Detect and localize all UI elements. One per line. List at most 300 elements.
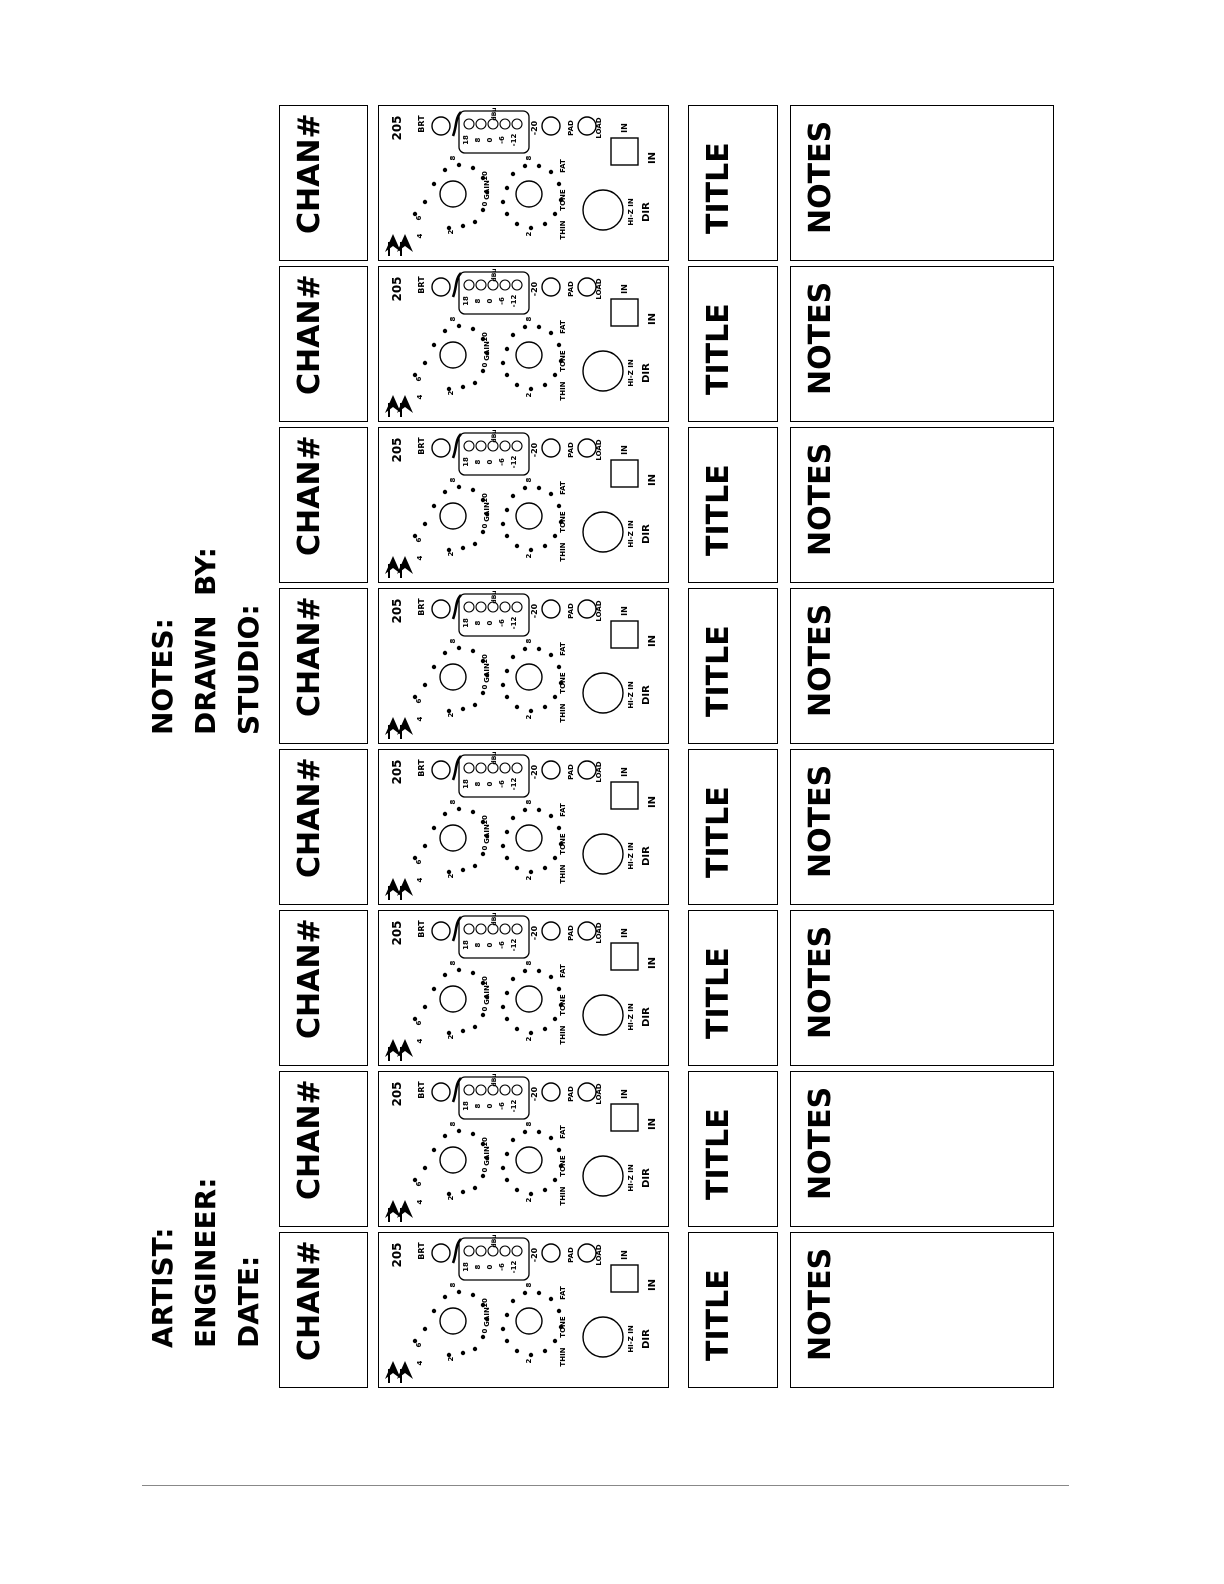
tone-scale-dot [501, 683, 505, 687]
meter-label: -6 [498, 297, 506, 305]
minus20-label: -20 [530, 442, 539, 458]
hi-z-input-jack [583, 1317, 623, 1357]
notes-field[interactable] [790, 427, 1054, 583]
model-number: 205 [390, 1081, 404, 1107]
gain-scale-dot [447, 226, 451, 230]
gain-scale-dot [432, 1309, 436, 1313]
tone-scale-dot [553, 856, 557, 860]
brt-switch [432, 922, 450, 940]
channel-number-field[interactable] [279, 1232, 368, 1388]
tone-scale-dot [537, 1130, 541, 1134]
meter-label: -12 [510, 777, 518, 791]
meter-label: 18 [462, 296, 470, 306]
tone-scale-label: 2 [525, 392, 533, 398]
tone-scale-dot [505, 1313, 509, 1317]
meter-led-icon [464, 602, 474, 612]
channel-number-field[interactable] [279, 266, 368, 422]
tone-scale-dot [557, 343, 561, 347]
input-jack-square [611, 1265, 638, 1292]
gain-scale-dot [457, 1129, 461, 1133]
hi-z-input-jack [583, 834, 623, 874]
pad-switch [542, 1083, 560, 1101]
hi-z-label: HI-Z IN [627, 520, 635, 548]
load-switch [578, 117, 596, 135]
tone-label: TONE [559, 672, 567, 694]
tone-scale-dot [537, 647, 541, 651]
meter-label: -6 [498, 458, 506, 466]
load-switch [578, 600, 596, 618]
title-field[interactable] [688, 1071, 778, 1227]
title-label: TITLE [701, 303, 736, 395]
gain-scale-dot [457, 324, 461, 328]
tone-scale-dot [549, 1297, 553, 1301]
gain-scale-label: 4 [416, 1038, 424, 1044]
in-label-right: IN [647, 956, 658, 970]
tone-scale-dot [523, 808, 527, 812]
gain-scale-dot [413, 1017, 417, 1021]
hi-z-input-jack [583, 190, 623, 230]
tone-scale-dot [501, 361, 505, 365]
preamp-unit-diagram [378, 588, 669, 744]
channel-number-field[interactable] [279, 749, 368, 905]
meter-unit-label: dBu [491, 1073, 498, 1087]
tone-scale-dot [515, 1027, 519, 1031]
notes-label: NOTES [803, 764, 838, 878]
model-number: 205 [390, 437, 404, 463]
gain-scale-dot [471, 649, 475, 653]
tone-scale-label: 8 [525, 155, 533, 161]
gain-scale-label: 4 [416, 555, 424, 561]
input-jack-square [611, 460, 638, 487]
thin-label: THIN [559, 864, 567, 884]
gain-scale-label: 2 [447, 1356, 455, 1362]
tone-scale-dot [557, 826, 561, 830]
gain-scale-label: 10 [481, 654, 489, 664]
in-label-top: IN [620, 284, 629, 294]
minus20-label: -20 [530, 1086, 539, 1102]
tone-scale-dot [553, 534, 557, 538]
gain-scale-dot [461, 707, 465, 711]
notes-field[interactable] [790, 749, 1054, 905]
minus20-label: -20 [530, 764, 539, 780]
tone-scale-dot [529, 226, 533, 230]
tone-scale-dot [501, 522, 505, 526]
gain-scale-label: 8 [449, 960, 457, 966]
gain-knob [440, 825, 466, 851]
load-switch [578, 439, 596, 457]
gain-scale-dot [471, 1293, 475, 1297]
meter-label: 0 [486, 459, 494, 465]
footer-rule [142, 1485, 1069, 1486]
tone-scale-dot [537, 969, 541, 973]
gain-scale-dot [423, 361, 427, 365]
tone-scale-dot [523, 969, 527, 973]
notes-label: NOTES [803, 442, 838, 556]
gain-scale-label: 6 [415, 376, 423, 382]
meter-led-icon [476, 924, 486, 934]
gain-scale-dot [461, 1029, 465, 1033]
pad-label: PAD [567, 442, 575, 458]
title-field[interactable] [688, 588, 778, 744]
tone-scale-dot [505, 508, 509, 512]
meter-label: 18 [462, 618, 470, 628]
fat-label: FAT [559, 320, 567, 334]
title-field[interactable] [688, 266, 778, 422]
meter-label: -6 [498, 136, 506, 144]
fat-label: FAT [559, 964, 567, 978]
meter-label: 0 [486, 137, 494, 143]
meter-led-icon [476, 119, 486, 129]
gain-scale-dot [447, 548, 451, 552]
pad-switch [542, 922, 560, 940]
gain-scale-label: 0 [481, 1006, 489, 1012]
preamp-unit-diagram [378, 749, 669, 905]
gain-scale-dot [461, 224, 465, 228]
tone-scale-dot [557, 182, 561, 186]
gain-scale-label: 10 [481, 493, 489, 503]
pad-switch [542, 278, 560, 296]
gain-scale-dot [413, 1178, 417, 1182]
tone-scale-dot [511, 655, 515, 659]
title-label: TITLE [701, 625, 736, 717]
meter-label: 0 [486, 298, 494, 304]
dir-label: DIR [641, 1329, 652, 1349]
meter-label: -12 [510, 938, 518, 952]
in-label-top: IN [620, 445, 629, 455]
title-field[interactable] [688, 910, 778, 1066]
tone-scale-dot [557, 665, 561, 669]
thin-label: THIN [559, 542, 567, 562]
gain-scale-dot [432, 182, 436, 186]
hi-z-input-jack [583, 673, 623, 713]
gain-scale-label: 0 [481, 523, 489, 529]
meter-label: 8 [474, 137, 482, 143]
input-jack-square [611, 943, 638, 970]
meter-led-icon [464, 1246, 474, 1256]
tone-scale-dot [529, 1353, 533, 1357]
brt-switch [432, 1244, 450, 1262]
tone-scale-dot [549, 492, 553, 496]
tone-scale-dot [505, 534, 509, 538]
gain-scale-label: 4 [416, 877, 424, 883]
meter-led-icon [500, 1246, 510, 1256]
meter-label: 0 [486, 620, 494, 626]
notes-field[interactable] [790, 105, 1054, 261]
meter-led-icon [464, 1085, 474, 1095]
gain-scale-dot [473, 381, 477, 385]
gain-scale-dot [457, 163, 461, 167]
gain-scale-dot [443, 329, 447, 333]
tone-scale-dot [515, 1349, 519, 1353]
pad-switch [542, 439, 560, 457]
tone-scale-label: 8 [525, 960, 533, 966]
brt-label: BRT [417, 1081, 426, 1099]
channel-number-field[interactable] [279, 105, 368, 261]
meter-label: -6 [498, 1263, 506, 1271]
gain-scale-label: 6 [415, 537, 423, 543]
tone-scale-dot [529, 1031, 533, 1035]
tone-scale-dot [543, 1188, 547, 1192]
gain-scale-dot [481, 369, 485, 373]
model-number: 205 [390, 920, 404, 946]
notes-field[interactable] [790, 910, 1054, 1066]
tone-knob [516, 181, 542, 207]
meter-unit-label: dBu [491, 912, 498, 926]
gain-scale-dot [413, 212, 417, 216]
tone-scale-dot [549, 814, 553, 818]
preamp-unit-diagram [378, 105, 669, 261]
tone-knob [516, 825, 542, 851]
brt-switch [432, 761, 450, 779]
tone-knob [516, 664, 542, 690]
tone-scale-dot [511, 816, 515, 820]
meter-label: 18 [462, 940, 470, 950]
gain-scale-dot [432, 987, 436, 991]
title-field[interactable] [688, 105, 778, 261]
meter-led-icon [512, 602, 522, 612]
gain-scale-dot [443, 168, 447, 172]
tone-label: TONE [559, 189, 567, 211]
gain-knob [440, 664, 466, 690]
preamp-unit-diagram [378, 427, 669, 583]
tone-knob [516, 986, 542, 1012]
tone-scale-dot [523, 325, 527, 329]
preamp-unit-diagram [378, 266, 669, 422]
tone-scale-dot [557, 987, 561, 991]
tone-scale-dot [553, 695, 557, 699]
meter-led-icon [512, 1246, 522, 1256]
tone-scale-dot [557, 1148, 561, 1152]
preamp-panel-drawing [379, 106, 670, 262]
input-jack-square [611, 621, 638, 648]
gain-label: GAIN [483, 824, 491, 844]
gain-scale-dot [461, 1351, 465, 1355]
tone-label: TONE [559, 511, 567, 533]
meter-unit-label: dBu [491, 429, 498, 443]
channel-number-label: CHAN# [292, 435, 327, 556]
brt-switch [432, 600, 450, 618]
gain-scale-dot [423, 1166, 427, 1170]
title-field[interactable] [688, 1232, 778, 1388]
fat-label: FAT [559, 481, 567, 495]
preamp-panel-drawing [379, 589, 670, 745]
load-switch [578, 278, 596, 296]
tone-scale-dot [505, 669, 509, 673]
gain-scale-dot [461, 546, 465, 550]
brt-switch [432, 278, 450, 296]
gain-scale-label: 0 [481, 845, 489, 851]
gain-label: GAIN [483, 1146, 491, 1166]
gain-scale-dot [481, 208, 485, 212]
preamp-unit-diagram [378, 1071, 669, 1227]
tone-scale-dot [505, 856, 509, 860]
channel-number-label: CHAN# [292, 918, 327, 1039]
tone-scale-label: 2 [525, 553, 533, 559]
artist-label: ARTIST: [146, 1227, 179, 1348]
preamp-unit-diagram [378, 1232, 669, 1388]
title-label: TITLE [701, 786, 736, 878]
drawn-by-label: DRAWN BY: [189, 547, 222, 735]
gain-knob [440, 503, 466, 529]
meter-label: -6 [498, 1102, 506, 1110]
dir-label: DIR [641, 363, 652, 383]
tone-scale-dot [505, 186, 509, 190]
tone-scale-dot [537, 486, 541, 490]
channel-number-label: CHAN# [292, 274, 327, 395]
notes-field[interactable] [790, 1232, 1054, 1388]
meter-label: 8 [474, 298, 482, 304]
thin-label: THIN [559, 703, 567, 723]
gain-scale-label: 4 [416, 1199, 424, 1205]
preamp-unit-diagram [378, 910, 669, 1066]
channel-number-label: CHAN# [292, 1079, 327, 1200]
tone-scale-dot [505, 212, 509, 216]
gain-scale-label: 8 [449, 638, 457, 644]
meter-led-icon [500, 280, 510, 290]
title-field[interactable] [688, 427, 778, 583]
tone-scale-dot [501, 1327, 505, 1331]
gain-scale-dot [423, 683, 427, 687]
preamp-panel-drawing [379, 1072, 670, 1228]
pad-switch [542, 761, 560, 779]
tone-scale-dot [515, 544, 519, 548]
gain-scale-dot [423, 200, 427, 204]
tone-scale-dot [523, 164, 527, 168]
gain-scale-dot [481, 1013, 485, 1017]
channel-number-field[interactable] [279, 427, 368, 583]
dir-label: DIR [641, 846, 652, 866]
gain-scale-dot [423, 1005, 427, 1009]
input-jack-square [611, 138, 638, 165]
gain-scale-label: 6 [415, 859, 423, 865]
tone-scale-dot [505, 347, 509, 351]
gain-scale-label: 8 [449, 1282, 457, 1288]
meter-label: -12 [510, 294, 518, 308]
channel-number-field[interactable] [279, 1071, 368, 1227]
minus20-label: -20 [530, 1247, 539, 1263]
tone-scale-dot [505, 1152, 509, 1156]
tone-scale-dot [523, 647, 527, 651]
meter-label: 18 [462, 779, 470, 789]
meter-led-icon [476, 763, 486, 773]
input-jack-square [611, 299, 638, 326]
preamp-panel-drawing [379, 1233, 670, 1389]
tone-scale-dot [505, 1178, 509, 1182]
pad-label: PAD [567, 764, 575, 780]
tone-knob [516, 342, 542, 368]
meter-label: -6 [498, 941, 506, 949]
minus20-label: -20 [530, 925, 539, 941]
meter-label: 0 [486, 942, 494, 948]
gain-scale-label: 10 [481, 1298, 489, 1308]
tone-scale-dot [511, 1299, 515, 1303]
channel-number-field[interactable] [279, 910, 368, 1066]
gain-scale-dot [473, 1186, 477, 1190]
tone-scale-dot [557, 1309, 561, 1313]
load-switch [578, 1244, 596, 1262]
tone-scale-dot [505, 373, 509, 377]
tone-scale-dot [537, 1291, 541, 1295]
meter-led-icon [464, 763, 474, 773]
gain-scale-label: 10 [481, 976, 489, 986]
gain-scale-label: 6 [415, 1181, 423, 1187]
tone-scale-dot [511, 977, 515, 981]
tone-scale-dot [529, 870, 533, 874]
meter-led-icon [476, 1246, 486, 1256]
gain-scale-dot [473, 1025, 477, 1029]
title-label: TITLE [701, 464, 736, 556]
studio-label: STUDIO: [232, 604, 265, 735]
gain-scale-label: 8 [449, 477, 457, 483]
gain-knob [440, 986, 466, 1012]
channel-number-label: CHAN# [292, 113, 327, 234]
tone-scale-dot [553, 373, 557, 377]
load-label: LOAD [595, 278, 603, 300]
gain-scale-label: 4 [416, 394, 424, 400]
meter-led-icon [476, 441, 486, 451]
meter-led-icon [512, 119, 522, 129]
pad-label: PAD [567, 603, 575, 619]
meter-led-icon [512, 924, 522, 934]
meter-label: 8 [474, 781, 482, 787]
title-label: TITLE [701, 1108, 736, 1200]
tone-scale-dot [511, 494, 515, 498]
tone-label: TONE [559, 994, 567, 1016]
hi-z-input-jack [583, 512, 623, 552]
gain-scale-dot [457, 485, 461, 489]
gain-scale-dot [471, 810, 475, 814]
load-label: LOAD [595, 761, 603, 783]
tone-scale-label: 2 [525, 231, 533, 237]
notes-field[interactable] [790, 1071, 1054, 1227]
brt-label: BRT [417, 920, 426, 938]
meter-label: 8 [474, 620, 482, 626]
gain-scale-dot [443, 1134, 447, 1138]
meter-led-icon [512, 280, 522, 290]
in-label-top: IN [620, 767, 629, 777]
gain-scale-dot [473, 703, 477, 707]
gain-scale-label: 0 [481, 1328, 489, 1334]
model-number: 205 [390, 276, 404, 302]
gain-scale-label: 2 [447, 229, 455, 235]
tone-scale-label: 8 [525, 1282, 533, 1288]
gain-scale-dot [481, 691, 485, 695]
model-number: 205 [390, 598, 404, 624]
gain-scale-label: 10 [481, 815, 489, 825]
hi-z-input-jack [583, 1156, 623, 1196]
minus20-label: -20 [530, 281, 539, 297]
tone-scale-dot [553, 1339, 557, 1343]
meter-led-icon [464, 119, 474, 129]
meter-label: -6 [498, 780, 506, 788]
in-label-right: IN [647, 634, 658, 648]
tone-scale-label: 8 [525, 316, 533, 322]
gain-scale-dot [443, 490, 447, 494]
meter-label: 8 [474, 1264, 482, 1270]
meter-label: -12 [510, 616, 518, 630]
channel-number-field[interactable] [279, 588, 368, 744]
gain-scale-label: 4 [416, 716, 424, 722]
title-label: TITLE [701, 1269, 736, 1361]
channel-number-label: CHAN# [292, 596, 327, 717]
meter-led-icon [464, 441, 474, 451]
brt-label: BRT [417, 276, 426, 294]
notes-field[interactable] [790, 266, 1054, 422]
in-label-right: IN [647, 151, 658, 165]
gain-scale-label: 2 [447, 873, 455, 879]
notes-field[interactable] [790, 588, 1054, 744]
title-field[interactable] [688, 749, 778, 905]
